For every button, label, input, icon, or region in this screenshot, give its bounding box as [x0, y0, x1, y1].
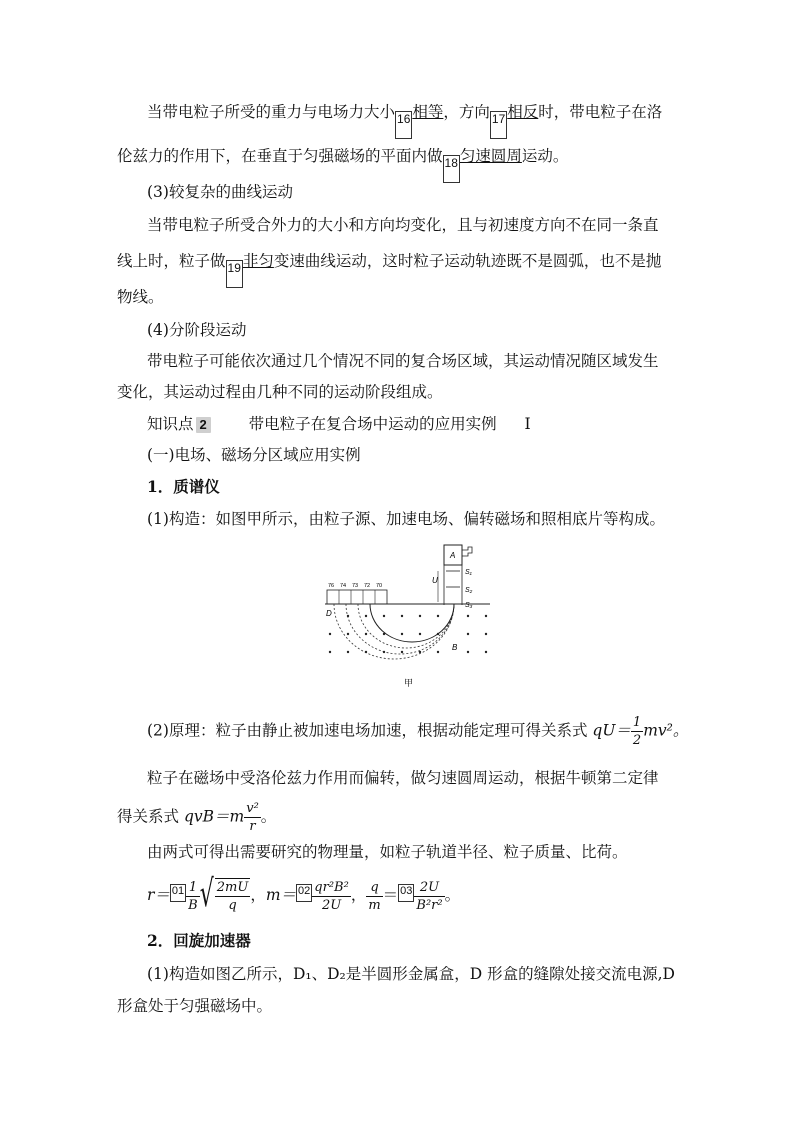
numerator: v² — [246, 801, 259, 816]
denominator: m — [368, 897, 381, 913]
label-S3: S₃ — [465, 602, 473, 609]
denominator: B — [188, 897, 198, 913]
separator: ， — [250, 886, 266, 904]
knowledge-point-heading — [147, 412, 531, 436]
paragraph-line: 带电粒子可能依次通过几个情况不同的复合场区域，其运动情况随区域发生 — [147, 352, 659, 370]
source-connector — [462, 547, 472, 556]
text: 时，带电粒子在洛 — [538, 103, 663, 121]
paragraph-line: 当带电粒子所受合外力的大小和方向均变化，且与初速度方向不在同一条直 — [147, 216, 659, 234]
figure-caption: 甲 — [404, 678, 414, 688]
denominator: q — [228, 898, 237, 913]
separator: ， — [350, 886, 367, 904]
mass-spectrometer-figure — [320, 540, 500, 690]
section-heading: (一)电场、磁场分区域应用实例 — [147, 446, 361, 464]
photo-film — [327, 590, 387, 604]
equation-part: r＝ — [147, 886, 170, 904]
fraction-half — [631, 714, 643, 749]
scale-70: 70 — [376, 583, 383, 589]
paragraph-line: 由两式可得出需要研究的物理量，如粒子轨道半径、粒子质量、比荷。 — [147, 843, 628, 861]
numerator: qr²B² — [314, 879, 349, 895]
answer-box-18[interactable]: 18 — [443, 155, 460, 183]
fraction-radicand — [215, 879, 251, 914]
kp-label: 知识点 — [147, 415, 194, 433]
label-S2: S₂ — [465, 587, 473, 594]
cyclotron-title: 2．回旋加速器 — [147, 931, 251, 950]
answer-box-16[interactable]: 16 — [395, 111, 412, 139]
paragraph-line: 变化，其运动过程由几种不同的运动阶段组成。 — [117, 383, 443, 401]
label-U: U — [432, 576, 438, 585]
scale-74: 74 — [340, 583, 347, 589]
scale-73: 73 — [352, 583, 359, 589]
equation-part: mv²。 — [643, 721, 689, 740]
paragraph-balanced-forces — [147, 100, 662, 139]
fraction-q-m — [366, 879, 382, 914]
denominator: 2U — [321, 897, 342, 913]
label-D: D — [326, 609, 332, 618]
answer-18: 匀速圆周 — [459, 147, 522, 165]
sqrt-body — [215, 878, 251, 914]
heading-complex-curve: (3)较复杂的曲线运动 — [147, 183, 293, 201]
label-S1: S₁ — [465, 569, 472, 576]
kp-number-badge: 2 — [196, 417, 211, 433]
answer-17: 相反 — [507, 103, 539, 121]
paragraph-line: (1)构造：如图甲所示，由粒子源、加速电场、偏转磁场和照相底片等构成。 — [147, 510, 665, 528]
answer-box-01[interactable]: 01 — [170, 884, 186, 902]
paragraph-line: (1)构造如图乙所示，D₁、D₂是半圆形金属盒，D 形盒的缝隙处接交流电源,D — [147, 965, 675, 983]
denominator: r — [249, 819, 256, 834]
kp-title: 带电粒子在复合场中运动的应用实例 — [248, 415, 497, 433]
text: 变速曲线运动，这时粒子运动轨迹既不是圆弧，也不是抛 — [273, 252, 662, 270]
principle-line — [147, 714, 688, 749]
scale-76: 76 — [328, 583, 335, 589]
text: 线上时，粒子做 — [117, 252, 226, 270]
answer-16: 相等 — [412, 103, 444, 121]
label-B: B — [452, 643, 458, 652]
sqrt-sign: √ — [199, 873, 214, 917]
fraction-m — [312, 879, 351, 914]
heading-stage-motion: (4)分阶段运动 — [147, 321, 247, 339]
paragraph-line — [117, 249, 661, 288]
numerator: 1 — [186, 879, 200, 897]
text: 伦兹力的作用下，在垂直于匀强磁场的平面内做 — [117, 147, 443, 165]
paragraph-line — [117, 800, 276, 835]
numerator: 2U — [414, 879, 444, 897]
equation-part: qU＝ — [592, 721, 631, 740]
kp-level: Ⅰ — [524, 415, 531, 433]
text: 运动。 — [521, 147, 569, 165]
denominator: B²r² — [416, 897, 443, 913]
equation-part: 。 — [444, 886, 461, 904]
fraction-charge-ratio — [414, 879, 444, 914]
equation-part: m＝ — [265, 886, 297, 904]
equation-part: qvB＝m — [183, 807, 245, 826]
text: 当带电粒子所受的重力与电场力大小 — [147, 103, 396, 121]
answer-box-19[interactable]: 19 — [226, 260, 243, 288]
paragraph-line — [117, 144, 568, 183]
paragraph-line: 物线。 — [117, 288, 164, 306]
text: (2)原理：粒子由静止被加速电场加速，根据动能定理可得关系式 — [147, 721, 588, 740]
equation-part: 。 — [260, 807, 277, 826]
label-A: A — [450, 551, 456, 560]
formula-line — [147, 873, 461, 917]
numerator: q — [366, 879, 382, 897]
paragraph-line: 形盒处于匀强磁场中。 — [117, 997, 273, 1015]
fraction-1-b — [186, 879, 200, 914]
numerator: 1 — [632, 715, 642, 730]
answer-box-03[interactable]: 03 — [398, 884, 414, 902]
answer-box-02[interactable]: 02 — [296, 884, 312, 902]
fraction-v2-r — [244, 800, 261, 835]
equation-part: ＝ — [382, 886, 399, 904]
scale-72: 72 — [364, 583, 371, 589]
mass-spectrometer-title: 1．质谱仪 — [147, 477, 220, 496]
answer-box-17[interactable]: 17 — [490, 111, 507, 139]
numerator: 2mU — [216, 880, 249, 895]
text: 得关系式 — [117, 807, 180, 826]
denominator: 2 — [632, 733, 642, 748]
paragraph-line: 粒子在磁场中受洛伦兹力作用而偏转，做匀速圆周运动，根据牛顿第二定律 — [147, 769, 659, 787]
answer-19: 非匀 — [242, 252, 274, 270]
text: ，方向 — [443, 103, 490, 121]
magnetic-field-dots — [329, 615, 487, 653]
